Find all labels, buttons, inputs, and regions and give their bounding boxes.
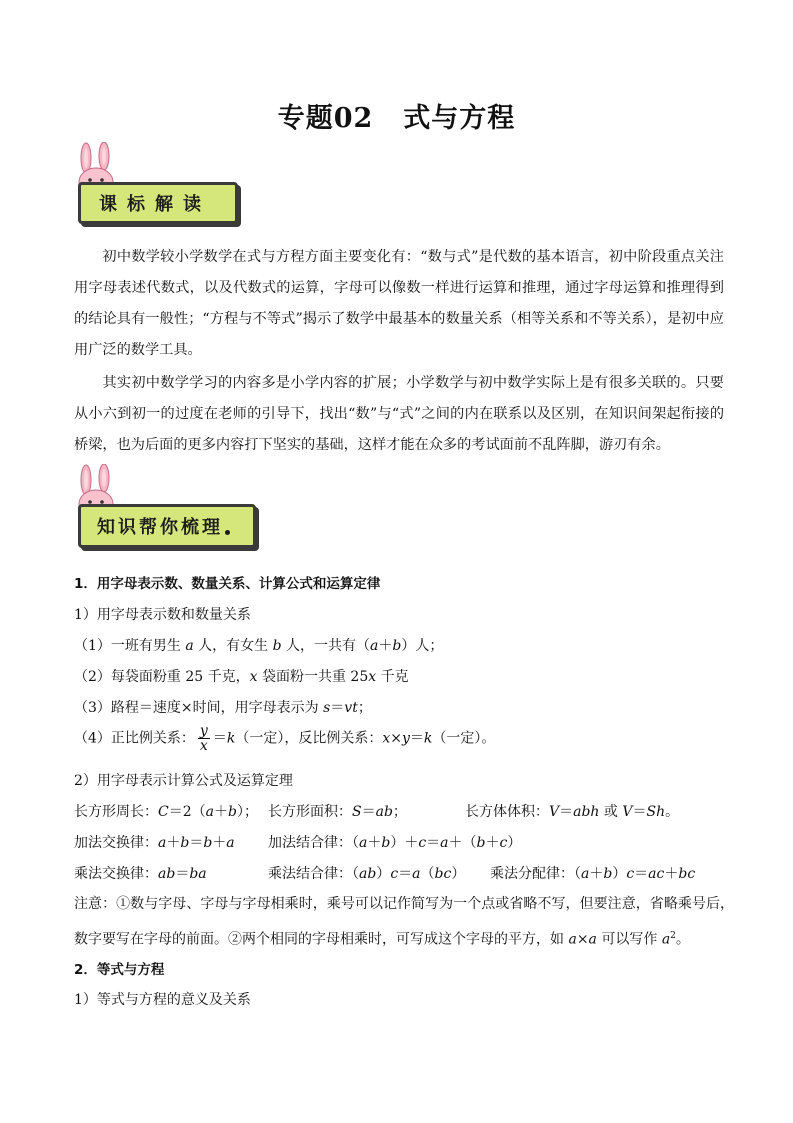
item-4: （4）正比例关系： $\frac{y}{x}$ ＝k（一定），反比例关系：x×y＝k（一定）。 [74, 723, 496, 754]
section-1-sub-2: 2）用字母表示计算公式及运算定理 [74, 773, 293, 789]
law-add-commutative: 加法交换律：a＋b＝b＋a [74, 835, 235, 851]
page-title: 专题02 式与方程 [277, 103, 516, 134]
section-2-heading: 2．等式与方程 [74, 962, 165, 978]
intro-paragraph-2: 其实初中数学学习的内容多是小学内容的扩展；小学数学与初中数学实际上是有很多关联的。只要从小六到初一的过度在老师的引导下，找出“数”与“式”之间的内在联系以及区别，在知识间架起衔接的桥梁，也为后面的更多内容打下坚实的基础，这样才能在众多的考试面前不乱阵脚，游刃有余。 [74, 375, 724, 453]
item-3: （3）路程＝速度×时间，用字母表示为 s＝vt； [74, 700, 372, 716]
fraction: $\frac{y}{x}$ [199, 723, 208, 754]
intro-paragraph-1: 初中数学较小学数学在式与方程方面主要变化有：“数与式”是代数的基本语言，初中阶段重点关注用字母表述代数式，以及代数式的运算，字母可以像数一样进行运算和推理，通过字母运算和推理得到的结论具有一般性；“方程与不等式”揭示了数学中最基本的数量关系（相等关系和不等关系），是初中应用广泛的数学工具。 [74, 249, 724, 358]
badge-label: 课标解读 [78, 182, 238, 224]
item-1: （1）一班有男生 a 人，有女生 b 人，一共有（a＋b）人； [74, 638, 444, 654]
badge-label: 知识帮你梳理 [78, 504, 256, 548]
formula-cuboid-volume: 长方体体积：V＝abh 或 V＝Sh。 [465, 804, 680, 820]
law-mul-associative: 乘法结合律：（ab）c＝a（bc） [268, 866, 466, 882]
section-1-sub-1: 1）用字母表示数和数量关系 [74, 607, 251, 623]
law-add-associative: 加法结合律：（a＋b）＋c＝a＋（b＋c） [268, 835, 522, 851]
item-2: （2）每袋面粉重 25 千克，x 袋面粉一共重 25x 千克 [74, 669, 409, 685]
dot-icon [225, 530, 230, 535]
law-mul-commutative: 乘法交换律：ab＝ba [74, 866, 207, 882]
section-1-heading: 1．用字母表示数、数量关系、计算公式和运算定律 [74, 576, 381, 592]
formula-rect-perimeter: 长方形周长：C＝2（a＋b）； [74, 804, 258, 820]
note-paragraph: 注意：①数与字母、字母与字母相乘时，乘号可以记作简写为一个点或省略不写，但要注意，省略乘号后，数字要写在字母的前面。②两个相同的字母相乘时，可写成这个字母的平方，如 a×a 可以写作 $a^2$。 [74, 896, 734, 948]
law-mul-distributive: 乘法分配律：（a＋b）c＝ac＋bc [490, 866, 696, 882]
formula-rect-area: 长方形面积：S＝ab； [268, 804, 407, 820]
section-2-sub-1: 1）等式与方程的意义及关系 [74, 992, 251, 1008]
